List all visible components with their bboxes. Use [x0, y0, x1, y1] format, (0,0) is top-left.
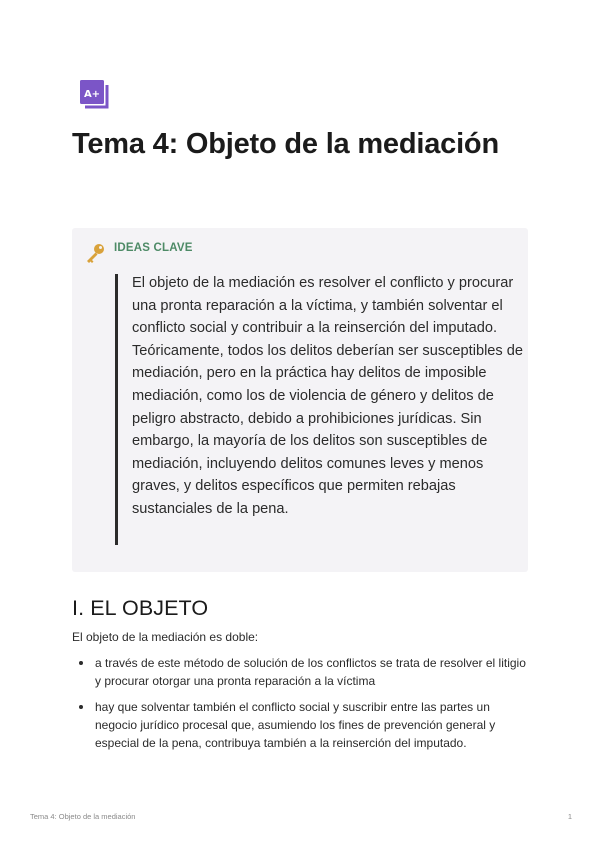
- page-title: Tema 4: Objeto de la mediación: [72, 128, 499, 160]
- key-ideas-callout: [72, 228, 528, 572]
- callout-quote: El objeto de la mediación es resolver el conflicto y procurar una pronta reparación a la víctima, y también solventar el conflicto social y contribuir a la reinserción del imputado. Teóricamente, todos los delitos deberían ser susceptibles de mediación, pero en la práctica hay delitos de imposible mediación, como los de violencia de género y delitos de peligro abstracto, debido a prohibiciones jurídicas. Sin embargo, la mayoría de los delitos son susceptibles de mediación, incluyendo delitos comunes leves y menos graves, y delitos específicos que permiten rebajas sustanciales de la pena.: [132, 275, 524, 517]
- list-item-text: hay que solventar también el conflicto social y suscribir entre las partes un negocio jurídico procesal que, asumiendo los fines de prevención general y especial de la pena, contribuya también a la reinserción del imputado.: [95, 700, 496, 750]
- section-heading: I. EL OBJETO: [72, 596, 209, 620]
- list-item: [72, 654, 532, 690]
- list-item: [72, 698, 532, 752]
- list-item-text: a través de este método de solución de los conflictos se trata de resolver el litigio y procurar otorgar una pronta reparación a la víctima: [95, 656, 526, 688]
- footer-page-number: 1: [567, 812, 572, 821]
- footer-title: Tema 4: Objeto de la mediación: [30, 812, 136, 821]
- callout-label: IDEAS CLAVE: [114, 242, 193, 254]
- bullet-list: [72, 654, 532, 760]
- key-icon: [84, 242, 106, 264]
- bullet-dot: [79, 661, 83, 665]
- a-plus-book-icon: [78, 78, 110, 110]
- section-intro: El objeto de la mediación es doble:: [72, 630, 259, 644]
- bullet-dot: [79, 705, 83, 709]
- quote-bar: [115, 274, 118, 545]
- svg-text:A+: A+: [83, 89, 101, 100]
